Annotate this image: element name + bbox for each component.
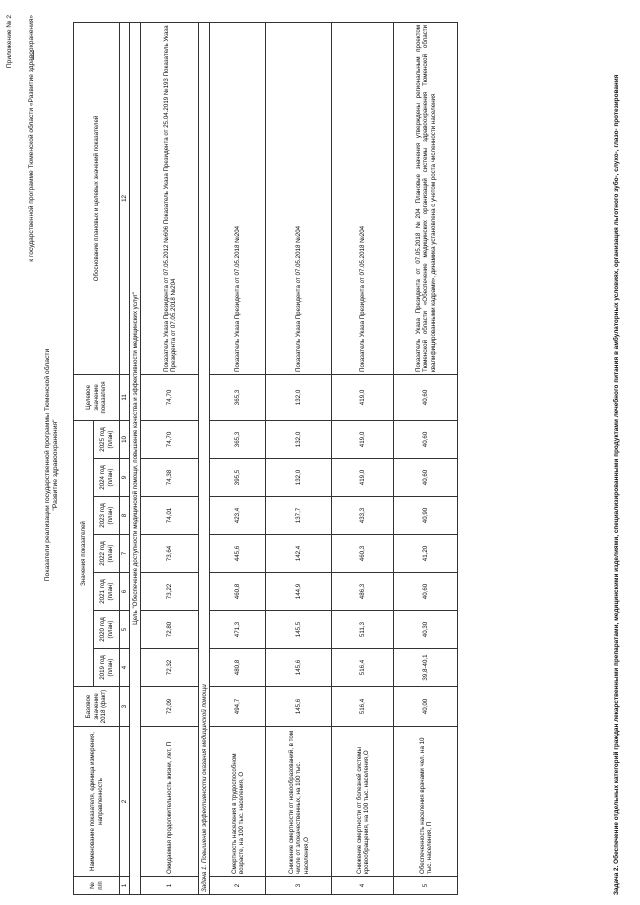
header-year: 2024 год (план) xyxy=(94,459,120,497)
cell-target: 132,0 xyxy=(266,374,332,420)
cell-value: 516,4 xyxy=(332,649,394,687)
cell-value: 40,30 xyxy=(394,611,458,649)
col-number: 1 xyxy=(120,877,130,895)
cell-value: 460,3 xyxy=(332,535,394,573)
cell-base: 516,4 xyxy=(332,687,394,727)
cell-value: 40,60 xyxy=(394,420,458,458)
cell-name: Снижение смертности от болезней системы кровообращения, на 100 тыс. населения,О xyxy=(332,727,394,877)
cell-base: 72,09 xyxy=(141,687,199,727)
cell-name: Обеспеченность населения врачами чел. на 10 тыс. населения, П xyxy=(394,727,458,877)
goal-row: Цель "Обеспечение доступности медицинской помощи, повышение качества и эффективности медицинских услуг" xyxy=(130,22,141,894)
cell-value: 144,9 xyxy=(266,573,332,611)
cell-name: Смертность населения в трудоспособном возрасте, на 100 тыс. населения, О xyxy=(210,727,266,877)
header-year: 2025 год (план) xyxy=(94,420,120,458)
cell-value: 486,3 xyxy=(332,573,394,611)
col-number: 8 xyxy=(120,497,130,535)
cell-value: 40,60 xyxy=(394,573,458,611)
header-base: Базовое значение 2018 (факт) xyxy=(74,687,120,727)
cell-value: 132,0 xyxy=(266,459,332,497)
cell-basis: Показатель Указа Президента от 07.05.2018 №204 Плановые значения утверждены региональным проектом Тюменской области «Обеспечение медицинских организаций системы здравоохранения Тюменской области квалифицированными кадрами», динамика установлена с учетом роста численности населения xyxy=(394,22,458,374)
cell-value: 471,3 xyxy=(210,611,266,649)
cell-value: 423,4 xyxy=(210,497,266,535)
header-basis: Обоснование плановых и целевых значений показателей xyxy=(74,22,120,374)
cell-value: 74,01 xyxy=(141,497,199,535)
cell-value: 419,0 xyxy=(332,420,394,458)
header-num: № п/п xyxy=(74,877,120,895)
col-number: 5 xyxy=(120,611,130,649)
cell-basis: Показатель Указа Президента от 07.05.2012 №606 Показатель Указа Президента от 25.04.2019 №193 Показатель Указа Президента от 07.05.2018 №204 xyxy=(141,22,199,374)
cell-value: 41,20 xyxy=(394,535,458,573)
cell-target: 40,60 xyxy=(394,374,458,420)
task2-heading: Задача 2. Обеспечение отдельных категорий граждан лекарственными препаратами, медицинскими изделиями, специализированными продуктами лечебного питания в амбулаторных условиях, организация льготного зубо-, слухо-, глазо- протезирования xyxy=(613,74,620,895)
cell-num: 3 xyxy=(266,877,332,895)
cell-value: 142,4 xyxy=(266,535,332,573)
cell-num: 2 xyxy=(210,877,266,895)
cell-value: 39,8-40,1 xyxy=(394,649,458,687)
cell-value: 40,90 xyxy=(394,497,458,535)
col-number: 12 xyxy=(120,22,130,374)
task1-row: Задача 1. Повышение эффективности оказания медицинской помощи xyxy=(199,22,210,894)
cell-target: 365,3 xyxy=(210,374,266,420)
header-year: 2023 год (план) xyxy=(94,497,120,535)
cell-basis: Показатель Указа Президента от 07.05.2018 №204 xyxy=(266,22,332,374)
cell-value: 480,8 xyxy=(210,649,266,687)
cell-base: 40,00 xyxy=(394,687,458,727)
cell-value: 511,3 xyxy=(332,611,394,649)
header-year: 2022 год (план) xyxy=(94,535,120,573)
table-row xyxy=(332,22,394,894)
col-number: 7 xyxy=(120,535,130,573)
cell-target: 74,70 xyxy=(141,374,199,420)
col-number: 9 xyxy=(120,459,130,497)
cell-basis: Показатель Указа Президента от 07.05.2018 №204 xyxy=(332,22,394,374)
cell-value: 73,64 xyxy=(141,535,199,573)
appendix-subtitle: к государственной программе Тюменской области «Развитие здравоохранения» xyxy=(28,15,35,262)
cell-value: 365,3 xyxy=(210,420,266,458)
document-title xyxy=(44,315,60,615)
title-line-2: "Развитие здравоохранения" xyxy=(52,419,59,511)
cell-base: 145,6 xyxy=(266,687,332,727)
table-row xyxy=(266,22,332,894)
appendix-number: Приложение № 2 xyxy=(6,15,13,69)
indicators-table xyxy=(73,22,458,895)
cell-value: 419,0 xyxy=(332,459,394,497)
cell-num: 1 xyxy=(141,877,199,895)
cell-value: 132,0 xyxy=(266,420,332,458)
col-number: 4 xyxy=(120,649,130,687)
header-year: 2020 год (план) xyxy=(94,611,120,649)
table-row xyxy=(141,22,199,894)
cell-target: 419,0 xyxy=(332,374,394,420)
title-line-1: Показатели реализации государственной программы Тюменской области xyxy=(44,348,51,582)
cell-value: 145,5 xyxy=(266,611,332,649)
cell-value: 73,22 xyxy=(141,573,199,611)
cell-value: 137,7 xyxy=(266,497,332,535)
header-name: Наименование показателя, единица измерения, направленность xyxy=(74,727,120,877)
cell-value: 74,38 xyxy=(141,459,199,497)
cell-basis: Показатель Указа Президента от 07.05.2018 №204 xyxy=(210,22,266,374)
cell-base: 494,7 xyxy=(210,687,266,727)
header-values-group: Значения показателей xyxy=(74,420,94,686)
cell-name: Ожидаемая продолжительность жизни, лет, П xyxy=(141,727,199,877)
header-year: 2019 год (план) xyxy=(94,649,120,687)
cell-value: 72,32 xyxy=(141,649,199,687)
cell-value: 40,60 xyxy=(394,459,458,497)
cell-value: 460,8 xyxy=(210,573,266,611)
cell-value: 145,6 xyxy=(266,649,332,687)
cell-name: Снижение смертности от новообразований, в том числе от злокачественных, на 100 тыс. населения,О xyxy=(266,727,332,877)
cell-value: 74,70 xyxy=(141,420,199,458)
col-number: 2 xyxy=(120,727,130,877)
col-number: 11 xyxy=(120,374,130,420)
cell-value: 433,3 xyxy=(332,497,394,535)
table-row xyxy=(210,22,266,894)
cell-value: 395,5 xyxy=(210,459,266,497)
header-year: 2021 год (план) xyxy=(94,573,120,611)
col-number: 6 xyxy=(120,573,130,611)
cell-num: 5 xyxy=(394,877,458,895)
header-target: Целевое значение показателя xyxy=(74,374,120,420)
cell-value: 72,80 xyxy=(141,611,199,649)
cell-value: 445,6 xyxy=(210,535,266,573)
cell-num: 4 xyxy=(332,877,394,895)
col-number: 10 xyxy=(120,420,130,458)
table-row xyxy=(394,22,458,894)
col-number: 3 xyxy=(120,687,130,727)
